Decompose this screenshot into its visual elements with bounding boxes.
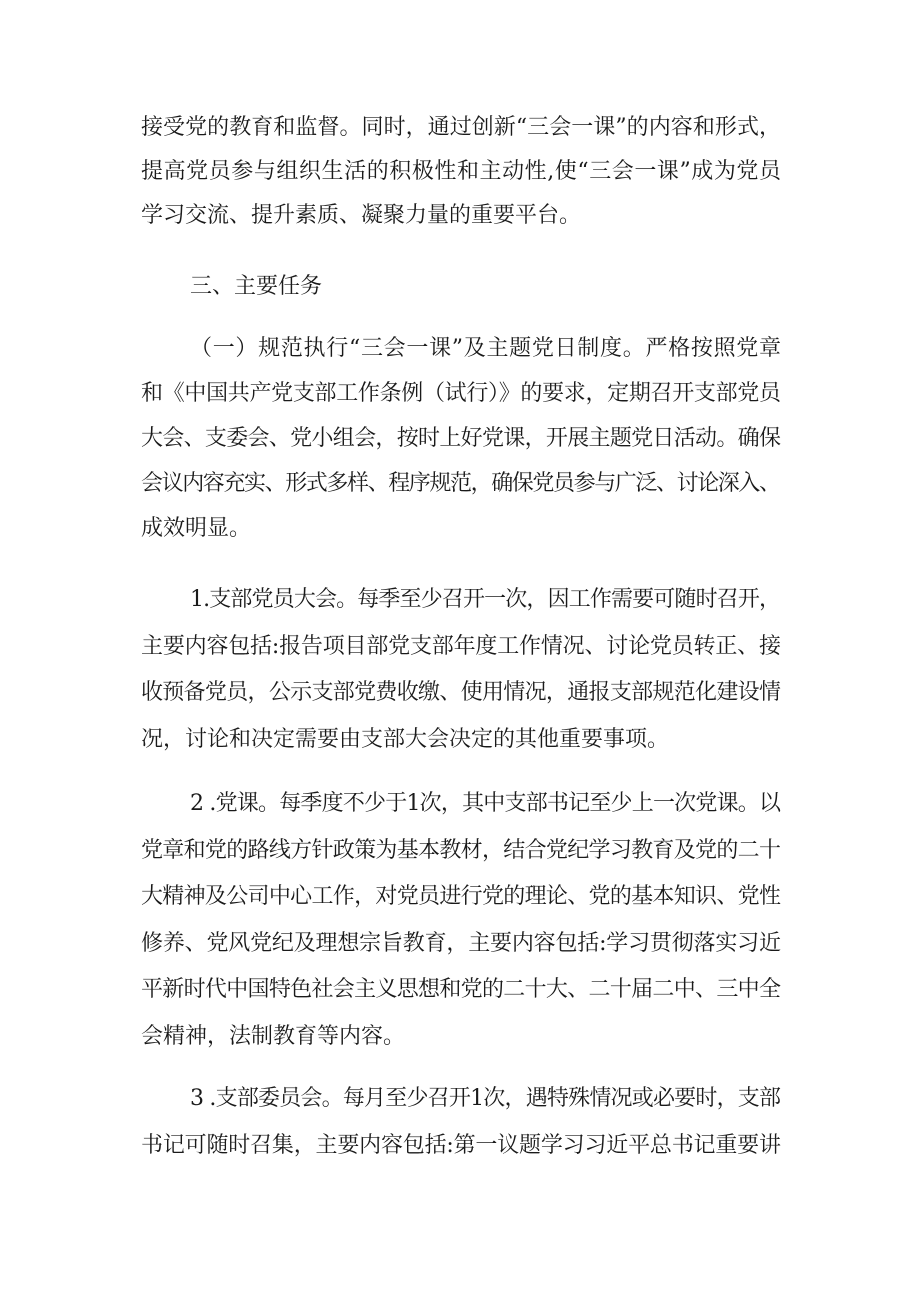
text-line: 1.支部党员大会。每季至少召开一次，因工作需要可随时召开， — [190, 587, 781, 612]
text-line: 平新时代中国特色社会主义思想和党的二十大、二十届二中、三中全 — [141, 977, 781, 1002]
text-line: 和《中国共产党支部工作条例（试行）》的要求，定期召开支部党员 — [141, 381, 781, 406]
text-line: 大精神及公司中心工作，对党员进行党的理论、党的基本知识、党性 — [141, 884, 781, 909]
text-line: 书记可随时召集，主要内容包括:第一议题学习习近平总书记重要讲 — [141, 1133, 781, 1158]
text-line: 2 .党课。每季度不少于1次，其中支部书记至少上一次党课。以 — [190, 791, 781, 816]
text-line: 接受党的教育和监督。同时，通过创新“三会一课”的内容和形式， — [141, 115, 782, 140]
text-line: 成效明显。 — [141, 516, 252, 541]
text-line: 大会、支委会、党小组会，按时上好党课，开展主题党日活动。确保 — [141, 426, 781, 451]
text-line: 会精神，法制教育等内容。 — [141, 1024, 406, 1049]
text-line: 修养、党风党纪及理想宗旨教育，主要内容包括:学习贯彻落实习近 — [141, 931, 781, 956]
text-line: 党章和党的路线方针政策为基本教材，结合党纪学习教育及党的二十 — [141, 838, 781, 863]
text-line: 会议内容充实、形式多样、程序规范，确保党员参与广泛、讨论深入、 — [141, 471, 780, 496]
text-line: 提高党员参与组织生活的积极性和主动性,使“三会一课”成为党员 — [141, 159, 782, 184]
text-line: （一）规范执行“三会一课”及主题党日制度。严格按照党章 — [190, 336, 782, 361]
text-line: 3 .支部委员会。每月至少召开1次，遇特殊情况或必要时，支部 — [190, 1086, 781, 1111]
text-line: 收预备党员，公示支部党费收缴、使用情况，通报支部规范化建设情 — [141, 680, 781, 705]
text-line: 况，讨论和决定需要由支部大会决定的其他重要事项。 — [141, 727, 670, 752]
text-line: 学习交流、提升素质、凝聚力量的重要平台。 — [141, 203, 582, 228]
text-line: 主要内容包括:报告项目部党支部年度工作情况、讨论党员转正、接 — [141, 634, 781, 659]
text-line: 三、主要任务 — [190, 274, 323, 299]
